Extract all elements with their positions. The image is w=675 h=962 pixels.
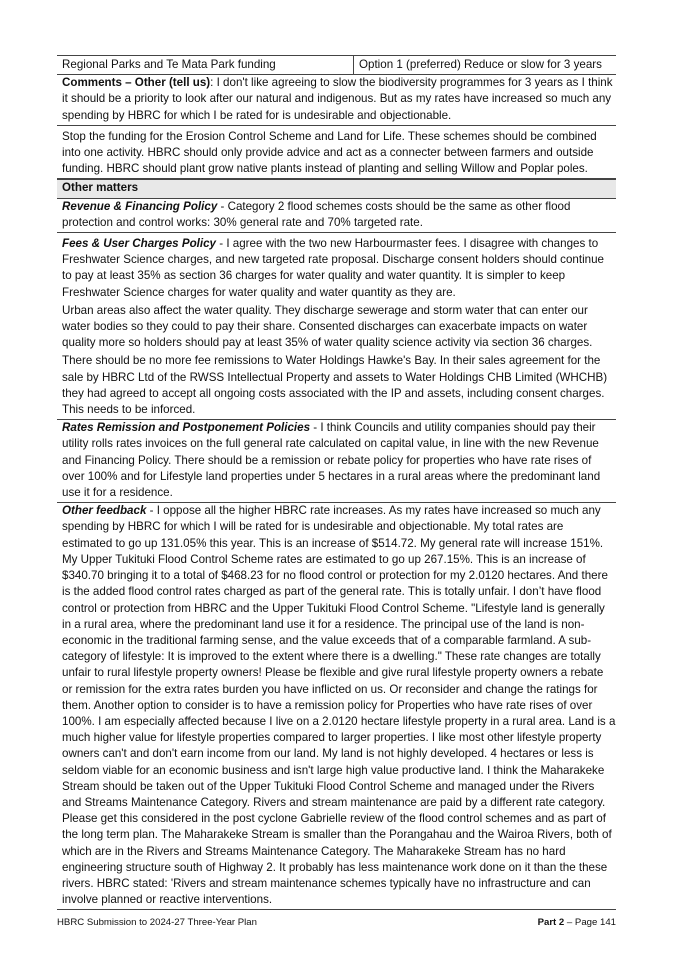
- other-feedback-row: [57, 503, 616, 910]
- fees-paragraph-2: Urban areas also affect the water quality. They discharge sewerage and storm water that can enter our water bodies so they could to pay their share. Consented discharges can exacerbate impacts on water quality more so holders should pay at least 35% of water quality science activity via section 36 charges.: [62, 303, 593, 350]
- other-feedback-text: - I oppose all the higher HBRC rate increases. As my rates have increased so much any spending by HBRC for which I will be rated for is undesirable and objectionable. My total rates are estimated to go up 131.05% this year. This is an increase of $514.72. My general rate will increase 151%. My Upper Tukituki Flood Control Scheme rates are estimated to go up 267.15%. This is an increase of $340.70 bringing it to a total of $468.23 for no flood control or protection for my 2.0120 hectares. And there is the added flood control rates charged as part of the general rate. This is totally unfair. I don’t have flood control or protection from HBRC and the Upper Tukituki Flood Control Scheme. "Lifestyle land is generally in a rural area, where the predominant land use it for a residence. The principal use of the land is non-economic in the traditional farming sense, and the value exceeds that of a comparable farmland. A sub-category of lifestyle: It is improved to the extent where there is a dwelling." These rate changes are totally unfair to rural lifestyle property owners! Please be flexible and give rural lifestyle property owners a rebate or remission for the extra rates burden you have inflicted on us. Or reconsider and change the ratings for them. Another option to consider is to have a remission policy for Properties who have rate rises of over 100%. I am especially affected because I live on a 2.0120 hectare lifestyle property in a rural area. Land is a much higher value for lifestyle properties compared to larger properties. I like most other lifestyle property owners can't and don't earn income from our land. My land is not highly developed. 4 hectares or less is seldom viable for an economic business and isn't large high value productive land. I think the Maharakeke Stream should be taken out of the Upper Tukituki Flood Control Scheme and managed under the Rivers and Streams Maintenance Category. Rivers and stream maintenance are paid by a different rate category. Please get this considered in the post cyclone Gabrielle review of the flood control schemes and as part of the long term plan. The Maharakeke Stream is smaller than the Porangahau and the Wairoa Rivers, both of which are in the Rivers and Streams Maintenance Category. The Maharakeke Stream has no hard engineering structure south of Highway 2. It probably has less maintenance work done on it than the these rivers. HBRC stated: 'Rivers and stream maintenance schemes typically have no infrastructure and can involve planned or reactive interventions.: [62, 504, 616, 907]
- comments-text: : I don't like agreeing to slow the biodiversity programmes for 3 years as I think it should be a priority to look after our natural and indigenous. But as my rates have increased so much any spending by HBRC for which I be rated for is undesirable and objectionable.: [62, 76, 613, 122]
- revenue-label: Revenue & Financing Policy: [62, 199, 218, 213]
- fees-text: - I agree with the two new Harbourmaster fees. I disagree with changes to Freshwater Science charges, and new targeted rate proposal. Discharge consent holders should continue to pay at least 35% as section 36 charges for water quality and water quantity. It is simpler to keep Freshwater Science charges for water quality and water quantity as they are.: [62, 237, 605, 299]
- submission-page: [57, 55, 616, 910]
- rates-remission-row: [57, 420, 616, 503]
- rates-remission-label: Rates Remission and Postponement Policies: [62, 421, 311, 435]
- comments-label: Comments – Other (tell us): [62, 76, 211, 90]
- rates-remission-text: - I think Councils and utility companies should pay their utility rolls rates invoices on the full general rate calculated on capital value, in line with the new Revenue and Financing Policy. There should be a remission or rebate policy for properties who have rate rises of over 100% and for Lifestyle land properties under 5 hectares in a rural areas where the predominant land use it for a residence.: [62, 421, 601, 500]
- option-cell: Option 1 (preferred) Reduce or slow for 3 years: [359, 58, 602, 71]
- erosion-text: Stop the funding for the Erosion Control Scheme and Land for Life. These schemes should be combined into one activity. HBRC should only provide advice and act as a connecter between farmers and outside funding. HBRC should plant grow native plants instead of planting and selling Willow and Poplar poles.: [62, 129, 597, 176]
- revenue-row: [57, 199, 616, 233]
- topic-cell: Regional Parks and Te Mata Park funding: [57, 56, 354, 74]
- fees-label: Fees & User Charges Policy: [62, 237, 217, 251]
- fees-row: [57, 233, 616, 303]
- footer-page-number: [538, 917, 616, 928]
- other-matters-heading: Other matters: [57, 179, 616, 198]
- comments-row: [57, 75, 616, 126]
- erosion-row: [57, 126, 616, 180]
- fees-paragraph-3: There should be no more fee remissions to Water Holdings Hawke's Bay. In their sales agreement for the sale by HBRC Ltd of the RWSS Intellectual Property and assets to Water Holdings CHB Limited (WHCHB) they had agreed to accept all ongoing costs associated with the IP and assets, including consent charges. This needs to be inforced.: [57, 353, 616, 420]
- footer-part: Part 2: [537, 917, 565, 928]
- page-footer: [57, 917, 616, 928]
- footer-page: – Page 141: [564, 917, 616, 928]
- topic-option-row: [57, 55, 616, 75]
- footer-doc-title: HBRC Submission to 2024-27 Three-Year Plan: [57, 917, 257, 928]
- other-feedback-label: Other feedback: [62, 504, 147, 518]
- revenue-text: - Category 2 flood schemes costs should be the same as other flood protection and control works: 30% general rate and 70% targeted rate.: [62, 199, 571, 229]
